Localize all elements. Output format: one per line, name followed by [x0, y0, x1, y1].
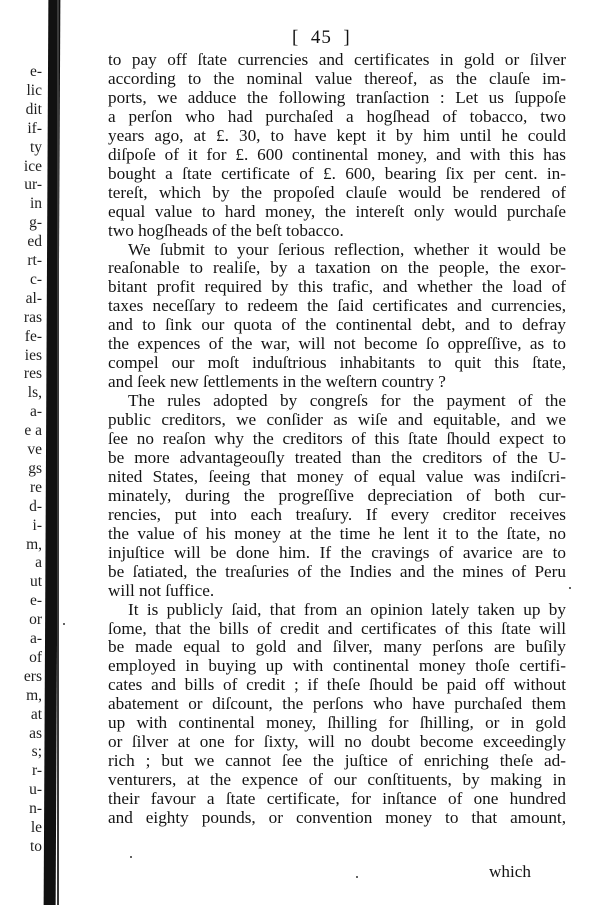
text-line: minately, during the progreſſive depreciation of both cur-: [108, 485, 566, 505]
text-line: taxes neceſſary to redeem the ſaid certificates and currencies,: [108, 296, 566, 316]
facing-page-line-fragment: e-: [29, 592, 42, 610]
print-speck: [569, 587, 571, 589]
text-line: reaſonable to realiſe, by a taxation on the people, the exor-: [108, 258, 566, 278]
text-line: be made equal to gold and ſilver, many perſons are buſily: [108, 637, 566, 657]
facing-page-line-fragment: i-: [32, 516, 42, 534]
text-line: and to ſink our quota of the continental debt, and to defray: [108, 315, 566, 335]
print-speck: [63, 623, 65, 625]
text-line: We ſubmit to your ſerious reflection, whether it would be: [128, 239, 566, 259]
facing-page-line-fragment: of: [29, 648, 42, 666]
text-line: and eighty pounds, or convention money to that amount,: [108, 808, 566, 827]
text-line: or ſilver at one for ſixty, will no doubt become exceedingly: [108, 732, 566, 752]
text-line: ports, we adduce the following tranſaction : Let us ſuppoſe: [108, 87, 566, 107]
facing-page-line-fragment: g-: [29, 214, 42, 232]
text-line: The rules adopted by congreſs for the payment of the: [128, 391, 566, 411]
text-line: their favour a ſtate certificate, for inſtance of one hundred: [108, 789, 566, 809]
text-line: be ſatiated, the treaſuries of the Indies and the mines of Peru: [108, 561, 566, 581]
facing-page-line-fragment: m,: [26, 686, 42, 704]
catchword: which: [489, 862, 532, 881]
facing-page-line-fragment: d-: [29, 497, 42, 515]
text-line: bought a ſtate certificate of £. 600, bearing ſix per cent. in-: [108, 163, 566, 183]
text-line: compel our moſt induſtrious inhabitants to quit this ſtate,: [108, 353, 566, 373]
facing-page-line-fragment: a: [35, 554, 42, 572]
facing-page-line-fragment: lic: [26, 81, 42, 99]
print-speck: [130, 856, 132, 858]
text-line: to pay off ſtate currencies and certificates in gold or ſilver: [108, 50, 566, 69]
facing-page-line-fragment: ut: [29, 573, 42, 591]
text-line: and ſeek new ſettlements in the weſtern country ?: [108, 372, 446, 392]
facing-page-line-fragment: at: [30, 705, 42, 723]
facing-page-line-fragment: ty: [29, 138, 42, 156]
text-line: the value of his money at the time he lent it to the ſtate, no: [108, 523, 566, 543]
facing-page-line-fragment: u-: [29, 781, 42, 799]
text-line: two hogſheads of the beſt tobacco.: [108, 220, 344, 240]
facing-page-line-fragment: m,: [26, 535, 42, 553]
facing-page-line-fragment: ies: [24, 346, 42, 364]
facing-page-line-fragment: ur-: [24, 176, 42, 194]
facing-page-line-fragment: ice: [23, 157, 42, 175]
text-line: venturers, at the expence of our conſtituents, by making in: [108, 770, 566, 790]
facing-page-line-fragment: a-: [29, 403, 42, 421]
facing-page-line-fragment: dit: [25, 100, 42, 118]
text-line: employed in buying up with continental money thoſe certifi-: [108, 656, 566, 676]
text-line: public creditors, we conſider as wiſe and equitable, and we: [108, 410, 566, 430]
text-line: rencies, put into each treaſury. If every creditor receives: [108, 504, 566, 524]
text-line: be more advantageouſly treated than the creditors of the U-: [108, 447, 566, 467]
facing-page-line-fragment: ls,: [27, 384, 42, 402]
facing-page-line-fragment: ed: [27, 233, 42, 251]
facing-page-line-fragment: e a: [24, 422, 42, 440]
facing-page-line-fragment: e-: [29, 63, 42, 80]
facing-page-line-fragment: ve: [27, 441, 42, 458]
facing-page-line-fragment: as: [29, 724, 42, 742]
text-line: a perſon who had purchaſed a hogſhead of tobacco, two: [108, 106, 566, 126]
facing-page-line-fragment: or: [29, 611, 42, 629]
facing-page-line-fragment: al-: [25, 289, 42, 307]
facing-page-line-fragment: re: [29, 478, 42, 496]
facing-page-line-fragment: res: [23, 365, 42, 383]
text-line: up with continental money, ſhilling for ſhilling, or in gold: [108, 713, 566, 733]
text-line: will not ſuffice.: [108, 580, 215, 600]
text-line: diſpoſe of it for £. 600 continental money, and with this has: [108, 144, 566, 164]
text-line: ſee no reaſon why the creditors of this ſtate ſhould expect to: [108, 429, 566, 448]
facing-page-line-fragment: n-: [29, 800, 42, 818]
facing-page-line-fragment: in: [29, 195, 42, 213]
text-line: bitant profit required by this trafic, and whether the load of: [108, 277, 566, 297]
text-line: ſome, that the bills of credit and certificates of this ſtate will: [108, 618, 566, 638]
facing-page-line-fragment: le: [30, 819, 42, 836]
facing-page-line-fragment: s;: [31, 743, 42, 761]
facing-page-line-fragment: a-: [29, 630, 42, 647]
facing-page-line-fragment: fe-: [24, 327, 42, 345]
text-line: the expences of the war, will not become ſo oppreſſive, as to: [108, 334, 566, 354]
text-line: cates and bills of credit ; if theſe ſhould be paid off without: [108, 675, 566, 695]
text-line: years ago, at £. 30, to have kept it by him until he could: [108, 125, 566, 145]
text-line: according to the nominal value thereof, as the clauſe im-: [108, 68, 566, 88]
text-line: tereſt, which by the propoſed clauſe would be rendered of: [108, 182, 566, 202]
facing-page-line-fragment: to: [29, 837, 42, 855]
facing-page-line-fragment: c-: [29, 270, 42, 288]
facing-page-line-fragment: rt-: [27, 252, 42, 269]
facing-page-line-fragment: if-: [27, 119, 42, 137]
facing-page-line-fragment: ras: [23, 308, 42, 326]
facing-page-line-fragment: r-: [31, 762, 42, 780]
text-line: It is publicly ſaid, that from an opinion lately taken up by: [128, 599, 566, 619]
text-line: injuſtice will be done him. If the cravings of avarice are to: [108, 542, 566, 562]
print-speck: [356, 876, 358, 878]
page-number: [ 45 ]: [292, 27, 351, 48]
text-line: equal value to hard money, the intereſt only would purchaſe: [108, 201, 566, 221]
text-line: abatement or diſcount, the perſons who have purchaſed them: [108, 694, 566, 714]
text-line: nited States, ſeeing that money of equal value was indiſcri-: [108, 466, 566, 486]
text-line: rich ; but we cannot ſee the juſtice of enriching theſe ad-: [108, 751, 566, 771]
facing-page-line-fragment: ers: [23, 667, 42, 685]
facing-page-line-fragment: gs: [28, 459, 42, 477]
